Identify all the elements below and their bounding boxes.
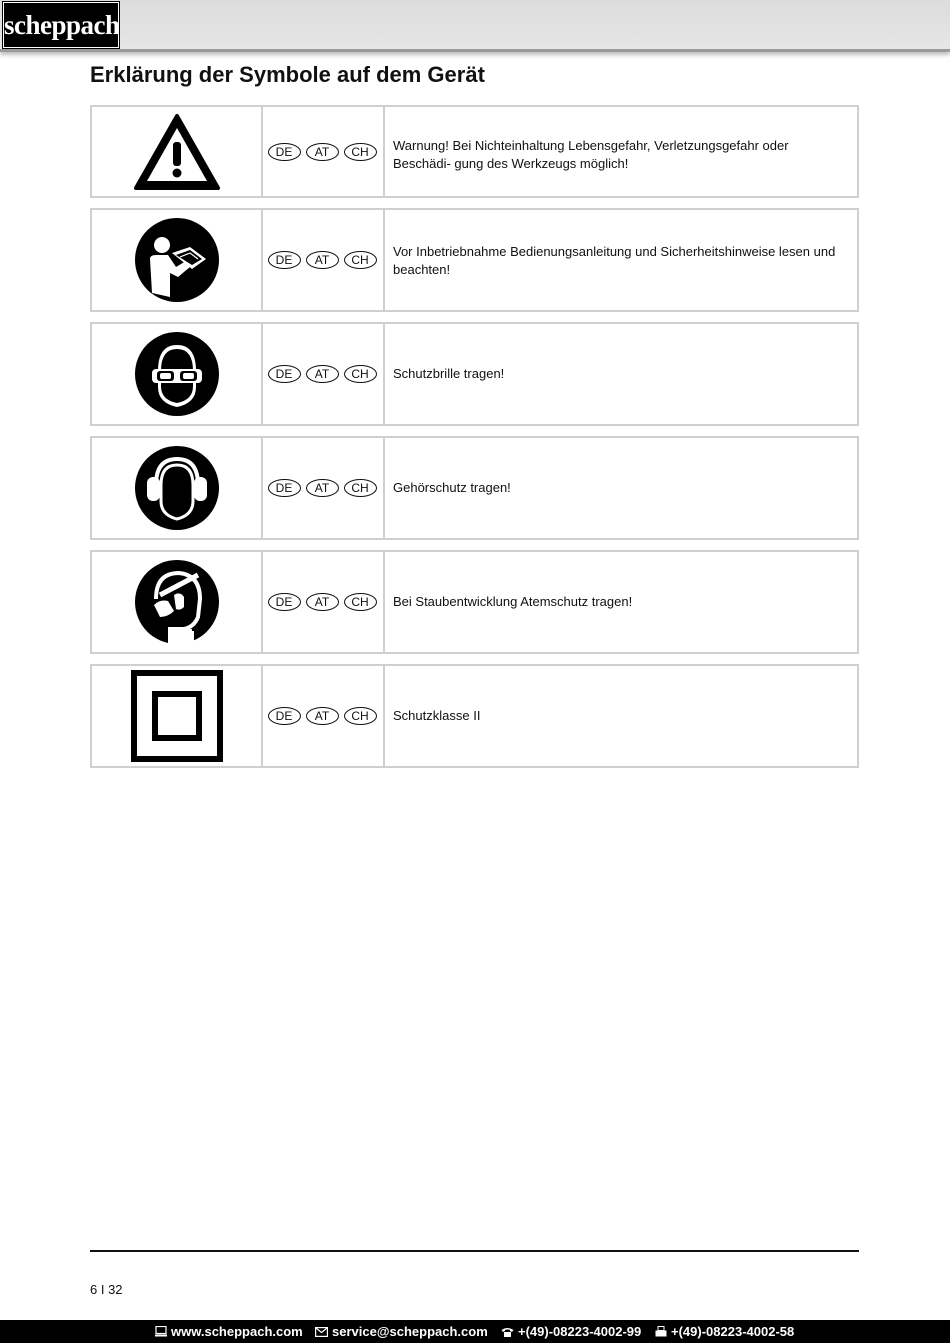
- symbol-cell: [92, 324, 263, 424]
- phone-contact[interactable]: [501, 1320, 641, 1343]
- description-text: Vor Inbetriebnahme Bedienungsanleitung und Sicherheitshinweise lesen und beachten!: [393, 244, 836, 277]
- page-number: 6 I 32: [90, 1282, 123, 1297]
- description-text: Bei Staubentwicklung Atemschutz tragen!: [393, 594, 633, 609]
- flag-de: DE: [268, 707, 301, 725]
- email-contact[interactable]: [315, 1320, 488, 1343]
- safety-goggles-icon: [134, 331, 220, 417]
- flag-de: DE: [268, 143, 301, 161]
- description-text: Warnung! Bei Nichteinhaltung Lebensgefahr, Verletzungsgefahr oder Beschädi- gung des Werkzeugs möglich!: [393, 138, 789, 171]
- website-contact[interactable]: [155, 1320, 303, 1343]
- flag-at: AT: [306, 251, 339, 269]
- dust-mask-icon: [134, 559, 220, 645]
- description-text: Schutzbrille tragen!: [393, 366, 505, 381]
- mail-icon: [315, 1327, 328, 1337]
- symbol-row: [90, 550, 859, 654]
- country-flags: [261, 107, 385, 196]
- symbol-row: [90, 436, 859, 540]
- flag-de: DE: [268, 479, 301, 497]
- fax-contact[interactable]: [655, 1320, 794, 1343]
- flag-at: AT: [306, 593, 339, 611]
- symbol-row: [90, 664, 859, 768]
- flag-at: AT: [306, 365, 339, 383]
- country-flags: [261, 438, 385, 538]
- website-link[interactable]: www.scheppach.com: [171, 1324, 303, 1339]
- flag-ch: CH: [344, 365, 377, 383]
- footer-divider: [90, 1250, 859, 1252]
- flag-at: AT: [306, 707, 339, 725]
- flag-at: AT: [306, 479, 339, 497]
- country-flags: [261, 552, 385, 652]
- phone-icon: [501, 1327, 514, 1337]
- country-flags: [261, 210, 385, 310]
- symbol-cell: [92, 666, 263, 766]
- flag-ch: CH: [344, 143, 377, 161]
- flag-ch: CH: [344, 707, 377, 725]
- description-text: Schutzklasse II: [393, 708, 481, 723]
- flag-de: DE: [268, 251, 301, 269]
- country-flags: [261, 324, 385, 424]
- flag-ch: CH: [344, 251, 377, 269]
- flag-de: DE: [268, 365, 301, 383]
- fax-number[interactable]: +(49)-08223-4002-58: [671, 1324, 795, 1339]
- flag-ch: CH: [344, 479, 377, 497]
- header-bar: [0, 0, 950, 52]
- symbol-row: [90, 105, 859, 198]
- fax-icon: [655, 1326, 667, 1337]
- flag-de: DE: [268, 593, 301, 611]
- symbol-cell: [92, 438, 263, 538]
- ear-protection-icon: [134, 445, 220, 531]
- scheppach-logo[interactable]: scheppach: [3, 2, 119, 48]
- symbol-description: [393, 210, 845, 310]
- symbol-description: [393, 324, 845, 424]
- page-title: Erklärung der Symbole auf dem Gerät: [90, 62, 485, 87]
- symbol-row: [90, 208, 859, 312]
- email-link[interactable]: service@scheppach.com: [332, 1324, 488, 1339]
- country-flags: [261, 666, 385, 766]
- symbol-row: [90, 322, 859, 426]
- symbol-description: [393, 438, 845, 538]
- read-manual-icon: [134, 217, 220, 303]
- symbol-description: [393, 552, 845, 652]
- symbol-cell: [92, 210, 263, 310]
- contact-bar: [0, 1320, 950, 1343]
- phone-number[interactable]: +(49)-08223-4002-99: [518, 1324, 642, 1339]
- computer-icon: [155, 1326, 167, 1337]
- description-text: Gehörschutz tragen!: [393, 480, 511, 495]
- flag-ch: CH: [344, 593, 377, 611]
- symbol-cell: [92, 552, 263, 652]
- flag-at: AT: [306, 143, 339, 161]
- symbol-cell: [92, 107, 263, 196]
- symbol-description: [393, 666, 845, 766]
- symbol-description: [393, 107, 845, 196]
- protection-class-ii-icon: [131, 670, 223, 762]
- warning-triangle-icon: [133, 112, 221, 192]
